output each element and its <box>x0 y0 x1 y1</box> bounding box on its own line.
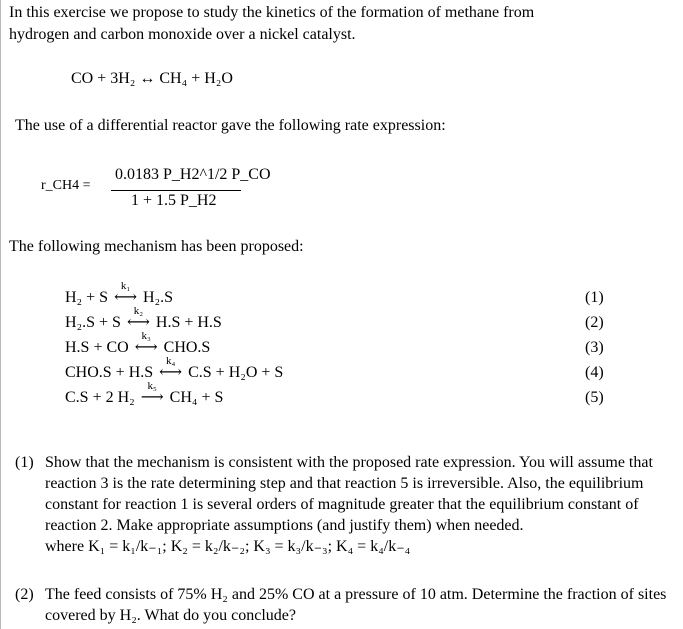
rate-constant-label: k₁ <box>120 280 131 293</box>
step-1-lhs: H₂ + S <box>65 289 109 306</box>
reversible-arrow: ⟷ k₄ <box>159 361 182 385</box>
question-1-text: Show that the mechanism is consistent with the proposed rate expression. You will assume that reaction 3 is the rate determining step and that reaction 5 is irreversible. Also, the equilibrium constant for reaction 1 is several orders of magnitude greater that the equilibrium constant of reaction 2. Make appropriate assumptions (and justify them) when needed. <box>45 454 653 534</box>
question-2-label: (2) <box>15 586 34 603</box>
step-5-lhs: C.S + 2 H₂ <box>65 389 135 406</box>
rate-constant-label: k₃ <box>141 330 151 343</box>
rate-label: r_CH4 = <box>41 178 91 193</box>
question-1-label: (1) <box>15 454 34 471</box>
intro-line-2: hydrogen and carbon monoxide over a nickel catalyst. <box>9 26 356 43</box>
step-3-number: (3) <box>585 339 604 356</box>
rate-constant-label: k₂ <box>133 305 144 318</box>
rate-expression <box>41 166 271 214</box>
step-2-rhs: H.S + H.S <box>155 314 222 331</box>
question-2 <box>15 584 679 626</box>
mechanism-step-4 <box>65 355 284 385</box>
step-4-rhs: C.S + H₂O + S <box>188 364 284 381</box>
forward-arrow: ⟶ k₅ <box>141 386 164 410</box>
rate-numerator: 0.0183 P_H2^1/2 P_CO <box>115 166 271 183</box>
step-2-lhs: H₂.S + S <box>65 314 121 331</box>
mechanism-step-1 <box>65 280 174 310</box>
step-3-rhs: CHO.S <box>163 339 211 356</box>
intro-line-1: In this exercise we propose to study the kinetics of the formation of methane from <box>9 4 535 21</box>
rate-constant-label: k₄ <box>165 355 176 368</box>
rate-intro-text: The use of a differential reactor gave the following rate expression: <box>15 117 446 134</box>
step-2-number: (2) <box>585 314 604 331</box>
question-1-where: where K₁ = k₁/k₋₁; K₂ = k₂/k₋₂; K₃ = k₃/k₋₃; K₄ = k₄/k₋₄ <box>45 538 411 555</box>
step-1-number: (1) <box>585 289 604 306</box>
step-5-number: (5) <box>585 389 604 406</box>
step-3-lhs: H.S + CO <box>65 339 129 356</box>
rate-denominator: 1 + 1.5 P_H2 <box>131 192 217 209</box>
mechanism-step-3 <box>65 330 211 360</box>
reversible-arrow: ⟷ k₁ <box>114 286 137 310</box>
step-4-lhs: CHO.S + H.S <box>65 364 154 381</box>
reversible-arrow: ⟷ k₂ <box>127 311 150 335</box>
question-2-text: The feed consists of 75% H₂ and 25% CO at a pressure of 10 atm. Determine the fraction of sites covered by H₂. What do you conclude? <box>45 586 667 624</box>
mechanism-step-5 <box>65 380 224 410</box>
step-5-rhs: CH₄ + S <box>169 389 224 406</box>
step-4-number: (4) <box>585 364 604 381</box>
intro-paragraph <box>9 2 534 46</box>
rate-constant-label: k₅ <box>147 380 157 393</box>
reversible-arrow: ⟷ k₃ <box>135 336 158 360</box>
question-1 <box>15 452 679 557</box>
overall-reaction: CO + 3H₂ ↔ CH₄ + H₂O <box>71 70 233 87</box>
step-1-rhs: H₂.S <box>143 289 174 306</box>
fraction-bar <box>111 190 241 191</box>
mechanism-intro: The following mechanism has been proposed: <box>9 238 304 255</box>
